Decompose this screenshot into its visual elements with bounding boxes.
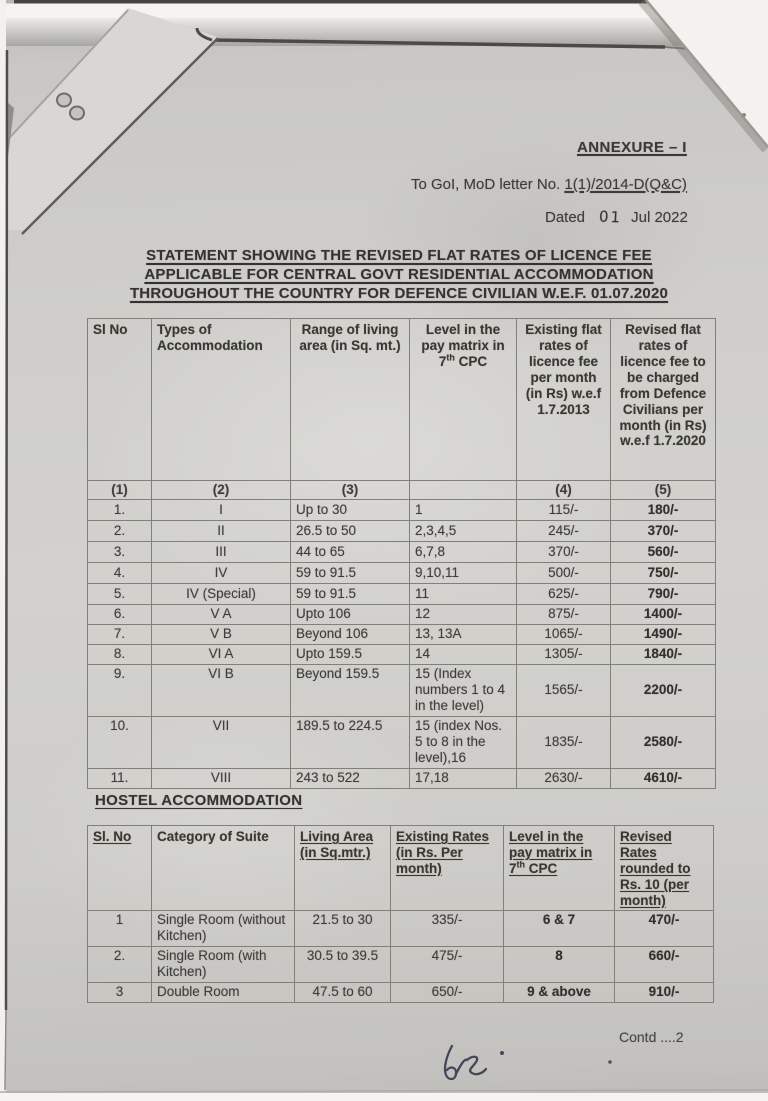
cell: 1. [88,499,152,520]
cell: 15 (Index numbers 1 to 4 in the level) [410,664,517,716]
cell: 2580/- [611,716,716,768]
hostel-row-2 [88,946,714,982]
cell: V A [152,604,291,624]
cell: Single Room (with Kitchen) [152,946,295,982]
cell: 1065/- [517,624,611,644]
cell: Single Room (without Kitchen) [152,910,295,946]
cell: 47.5 to 60 [295,982,391,1002]
col-header-level [504,826,615,911]
cell: Beyond 106 [291,624,410,644]
cell: 475/- [391,946,504,982]
cell: 2630/- [517,768,611,788]
cell: 245/- [517,520,611,541]
annexure-heading: ANNEXURE – I [577,139,687,156]
title-line-3: THROUGHOUT THE COUNTRY FOR DEFENCE CIVILIAN W.E.F. 01.07.2020 [129,285,669,302]
dated-day-handwritten: 01 [598,207,623,227]
col-header-level-text: Level in the pay matrix in 7 [509,829,593,876]
title-line-1: STATEMENT SHOWING THE REVISED FLAT RATES OF LICENCE FEE [146,247,652,264]
hostel-row-3 [88,982,714,1002]
cell: 1840/- [611,644,716,664]
col-header-revised: Revised flat rates of licence fee to be charged from Defence Civilians per month (in Rs) w.e.f 1.7.2020 [611,319,716,481]
cell: 180/- [611,499,716,520]
table-row-3 [88,541,716,562]
cell: 243 to 522 [291,768,410,788]
cell: (4) [517,481,611,500]
cell: 13, 13A [410,624,517,644]
col-header-types: Types of Accommodation [152,319,291,481]
cell: 660/- [615,946,714,982]
col-header-level-text: Level in the pay matrix in 7 [421,322,505,369]
table-row-9 [88,664,716,716]
cell: (1) [88,481,152,500]
col-header-level-sup: th [516,859,526,870]
cell: III [152,541,291,562]
licence-fee-table [87,318,716,789]
cell: 8 [504,946,615,982]
licence-fee-header-row [88,319,716,481]
letter-reference-line [411,176,687,193]
cell: 1 [410,499,517,520]
cell: Beyond 159.5 [291,664,410,716]
cell: VI A [152,644,291,664]
cell: 11. [88,768,152,788]
cell: 2. [88,520,152,541]
col-header-level-sup: th [446,352,455,363]
cell: 9. [88,664,152,716]
cell: 370/- [517,541,611,562]
table-row-1 [88,499,716,520]
cell: 9 & above [504,982,615,1002]
cell: Upto 159.5 [291,644,410,664]
cell: 1305/- [517,644,611,664]
cell: 875/- [517,604,611,624]
cell: 26.5 to 50 [291,520,410,541]
table-row-4 [88,562,716,583]
cell: VII [152,716,291,768]
document-title [88,246,710,303]
cell: 910/- [615,982,714,1002]
cell: V B [152,624,291,644]
cell: I [152,499,291,520]
table-row-7 [88,624,716,644]
cell: 1 [88,910,152,946]
cell: Upto 106 [291,604,410,624]
cell: IV (Special) [152,583,291,604]
col-header-existing: Existing flat rates of licence fee per month (in Rs) w.e.f 1.7.2013 [517,319,611,481]
cell: 8. [88,644,152,664]
table-row-5 [88,583,716,604]
title-line-2: APPLICABLE FOR CENTRAL GOVT RESIDENTIAL ACCOMMODATION [144,266,654,283]
cell: 30.5 to 39.5 [295,946,391,982]
cell: 4610/- [611,768,716,788]
handwritten-initials [438,1042,518,1094]
cell: Double Room [152,982,295,1002]
cell: (3) [291,481,410,500]
cell [410,481,517,500]
cell: 17,18 [410,768,517,788]
col-header-level [410,319,517,481]
col-header-range: Range of living area (in Sq. mt.) [291,319,410,481]
letter-ref-number: 1(1)/2014-D(Q&C) [564,176,687,193]
hostel-row-1 [88,910,714,946]
cell: 560/- [611,541,716,562]
cell: 335/- [391,910,504,946]
col-header-sl-no: Sl. No [88,826,152,911]
dated-month-year: Jul 2022 [631,209,688,226]
col-header-sl-no: Sl No [88,319,152,481]
cell: 2200/- [611,664,716,716]
cell: 1835/- [517,716,611,768]
table-row-8 [88,644,716,664]
cell: 11 [410,583,517,604]
cell: 790/- [611,583,716,604]
cell: 750/- [611,562,716,583]
cell: Up to 30 [291,499,410,520]
cell: 2,3,4,5 [410,520,517,541]
cell: 625/- [517,583,611,604]
cell: 59 to 91.5 [291,562,410,583]
cell: 500/- [517,562,611,583]
col-header-category: Category of Suite [152,826,295,911]
cell: 3. [88,541,152,562]
cell: 12 [410,604,517,624]
hostel-header-row [88,826,714,911]
cell: 14 [410,644,517,664]
col-header-level-post: CPC [454,353,488,369]
cell: 6,7,8 [410,541,517,562]
cell: 9,10,11 [410,562,517,583]
letter-prefix: To GoI, MoD letter No. [411,176,565,193]
cell: 1490/- [611,624,716,644]
date-line [545,208,688,226]
cell: 189.5 to 224.5 [291,716,410,768]
cell: 1565/- [517,664,611,716]
cell: 6. [88,604,152,624]
cell: (2) [152,481,291,500]
cell: II [152,520,291,541]
cell: 59 to 91.5 [291,583,410,604]
cell: VIII [152,768,291,788]
cell: 650/- [391,982,504,1002]
hostel-accommodation-table [87,825,714,1003]
column-numbering-row [88,481,716,500]
table-row-10 [88,716,716,768]
continuation-note: Contd ....2 [619,1029,684,1045]
hostel-accommodation-heading: HOSTEL ACCOMMODATION [95,792,303,809]
cell: VI B [152,664,291,716]
col-header-living-area: Living Area (in Sq.mtr.) [295,826,391,911]
cell: 5. [88,583,152,604]
cell: 1400/- [611,604,716,624]
cell: 2. [88,946,152,982]
cell: 7. [88,624,152,644]
cell: 10. [88,716,152,768]
cell: 44 to 65 [291,541,410,562]
col-header-level-post: CPC [525,860,558,876]
col-header-revised-rates: Revised Rates rounded to Rs. 10 (per month) [615,826,714,911]
cell: 3 [88,982,152,1002]
cell: (5) [611,481,716,500]
table-row-11 [88,768,716,788]
col-header-existing-rates: Existing Rates (in Rs. Per month) [391,826,504,911]
cell: 6 & 7 [504,910,615,946]
table-row-6 [88,604,716,624]
cell: 4. [88,562,152,583]
cell: 21.5 to 30 [295,910,391,946]
cell: 115/- [517,499,611,520]
cell: 470/- [615,910,714,946]
dated-label: Dated [545,209,586,226]
table-row-2 [88,520,716,541]
cell: 370/- [611,520,716,541]
cell: 15 (index Nos. 5 to 8 in the level),16 [410,716,517,768]
cell: IV [152,562,291,583]
